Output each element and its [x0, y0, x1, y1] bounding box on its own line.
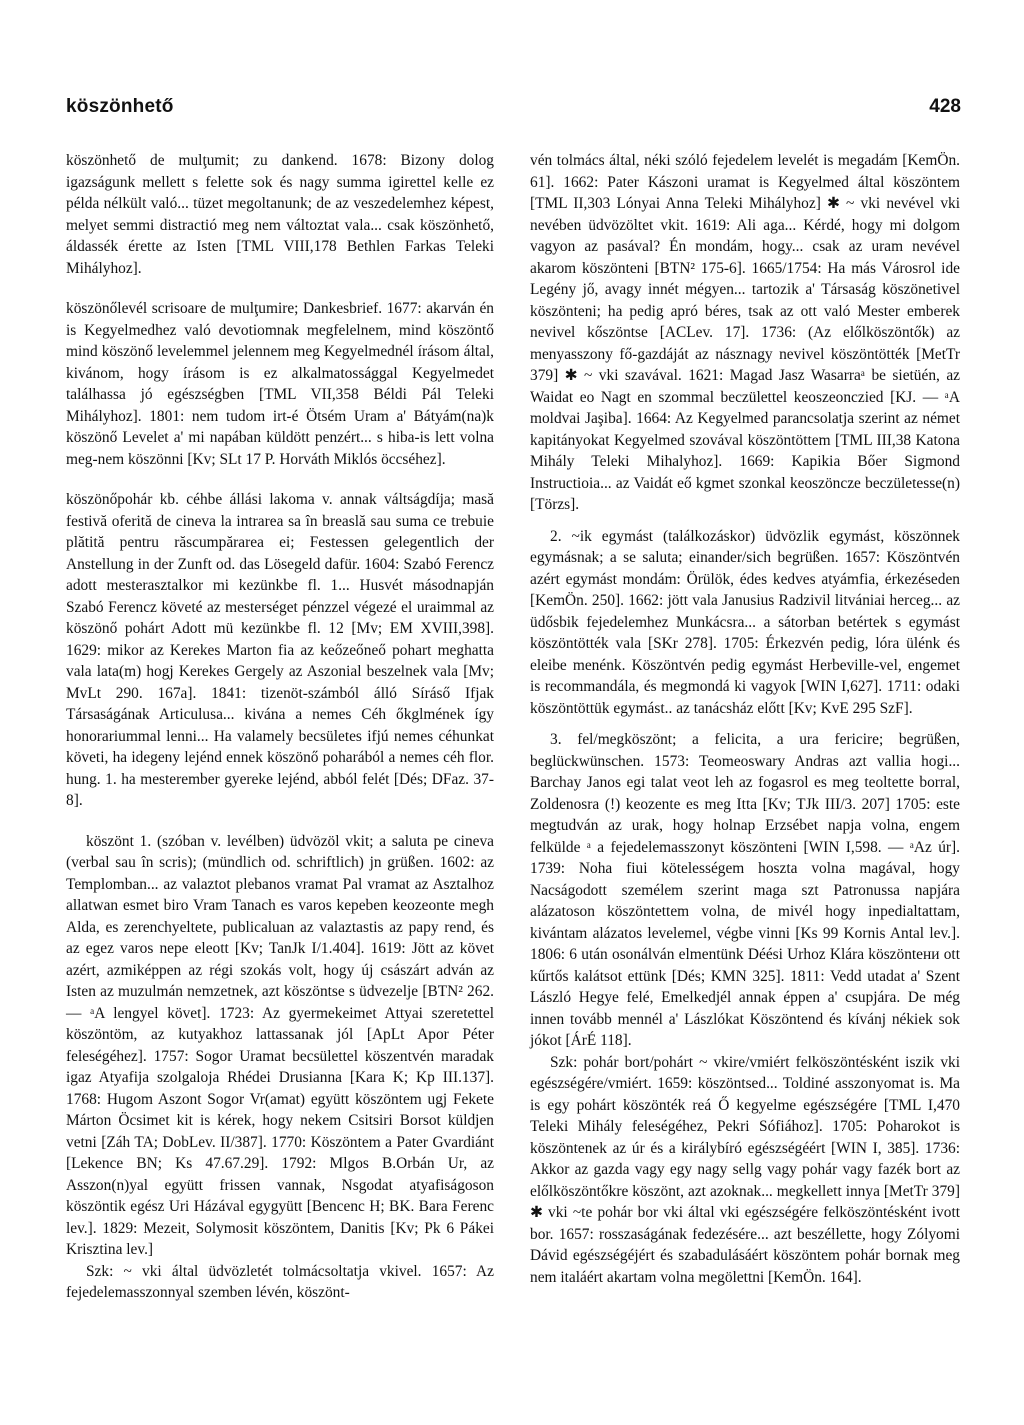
- right-column: [530, 150, 960, 1288]
- entry-koszont-phrase-1: Szk: ~ vki által üdvözletét tolmácsoltatja vkivel. 1657: Az fejedelemasszonnyal szemben lévén, köszönt-: [66, 1262, 494, 1301]
- entry-koszonopohar: köszönőpohár kb. céhbe állási lakoma v. annak váltságdíja; masă festivă oferită de cineva la intrarea sa în breaslă sau suma ce trebuie plătită pentru răscumpărarea ei; Festessen gelegentlich der Anstellung in der Zunft od. das Lösegeld dafür. 1604: Szabó Ferencz adott mesterasztalkor mi kezünkbe fl. 1... Husvét másodnapján Szabó Ferencz követé az mesterséget pénzzel végezé el uraimmal az köszönő pohárt Adott mü kezünkbe fl. 12 [Mv; EM XVIII,398]. 1629: mikor az Kerekes Marton fia az keőzeőneő pohart meghatta vala lata(m) hogj Kerekes Gergely az Aszonial beszelnek vala [Mv; MvLt 290. 167a]. 1841: tizenöt-számból álló Síráső Ifjak Társaságának Articulusa... kivána a nemes Céh őkglmének így honorariummal lenni... Ha valamely becsületes ifjú nemes céhunkat követi, ha idegeny lejénd ennek köszönő poharából a nemes céh flor. hung. 1. ha mesterember gyereke lejénd, abból felét [Dés; DFaz. 37-8].: [66, 491, 494, 809]
- left-column: [66, 150, 494, 1304]
- entry-koszonolevel: köszönőlevél scrisoare de mulţumire; Dankesbrief. 1677: akarván én is Kegyelmedhez való devotiomnak megfelelnem, mind köszöntő mind köszönő levelemmel jelennem meg Kegyelmednél írásom által, kivánom, hogy írásom is ez alkalmatossággal Kegyelmedet találhassa jó egészségben [TML VII,358 Béldi Pál Teleki Mihályhoz]. 1801: nem tudom irt-é Ötsém Uram a' Bátyám(na)k köszönő Levelet a' mi napában küldött penzért... s hiba-is lett volna meg-nem köszönni [Kv; SLt 17 P. Horváth Miklós öccséhez].: [66, 300, 494, 468]
- running-head: [66, 96, 961, 126]
- entry-koszont-sense-1: köszönt 1. (szóban v. levélben) üdvözöl vkit; a saluta pe cineva (verbal sau în scris); (mündlich od. schriftlich) jn grüßen. 1602: az Templomban... az valaztot plebanos vramat Pal vramat az Asztalhoz allatwan esmet biro Vram Tanach es varos kepeben keozeonte megh Alda, es zerenchyeltete, publicaluan az valaztastis az papy rend, és az egez varos nepe eleott [Kv; TanJk I/1.404]. 1619: Jött az követ azért, azmiképpen az régi szokás volt, hogy új császárt adván az Isten az muzulmán nemzetnek, azt köszöntse s üdvezelje [BTN² 262. — ᵃA lengyel követ]. 1723: Az gyermekeimet Attyai szeretettel köszöntöm, az kutyakhoz lattassanak jól [ApLt Apor Péter feleségéhez]. 1757: Sogor Uramat becsülettel köszentvén maradak igaz Atyafija szolgaloja Rhédei Drusianna [Kara K; Kp III.137]. 1768: Hugom Aszont Sogor Vr(amat) együtt köszöntem ugj Fekete Márton Öcsimet kit is kérek, hogy nekem Csitsiri Borsot küldjen vetni [Záh TA; DobLev. II/387]. 1770: Köszöntem a Pater Gvardiánt [Lekence BN; Ks 47.67.29]. 1792: Mlgos B.Orbán Ur, az Asszon(n)yal együtt frissen vannak, Nsgodat atyafiságoson köszöntik egész Uri Házával egygyütt [Bencenc H; BK. Bara Ferenc lev.]. 1829: Mezeit, Solymosit köszöntem, Danitis [Kv; Pk 6 Pákei Krisztina lev.]: [66, 832, 494, 1258]
- entry-koszont-sense-3: 3. fel/megköszönt; a felicita, a ura fericire; begrüßen, beglückwünschen. 1573: Teomeoswary Andras azt vallia hogi... Barchay Janos egi talat veot leh az fogasrol es meg teoltette borral, Zoldenosra (!) keozente es meg Itta [Kv; TJk III/3. 207] 1705: este megtudván az urak, hogy holnap Erzsébet napja volna, engem felkülde ᵃ a fejedelemasszonyt köszönteni [WIN I,598. — ᵃAz úr]. 1739: Noha fiui kötelességem hoszta volna magával, hogy Nacságodott személem szerint maga szt Patronussa napjára alázatoson köszöntettem volna, de mivél hogy inpedialtattam, kivántam alázatos levelemel, végbe vinni [Ks 99 Kornis Antal lev.]. 1806: 6 után osonálván elmentünk Déési Urhoz Klára köszöntени ott kűrtős kalátsot ettünk [Dés; KMN 325]. 1811: Vedd utadat a' Szent László Hegye felé, Emelkedjél annak éppen a' csupjára. De még innen tovább mennél a' Lászlókat Köszöntend és kívánj nékiek sok jókot [ÁrÉ 118].: [530, 731, 960, 1049]
- entry-koszont-sense-2: 2. ~ik egymást (találkozáskor) üdvözlik egymást, köszönnek egymásnak; a se saluta; einander/sich begrüßen. 1657: Köszöntvén azért egymást mondám: Örülök, édes kedves atyámfia, érkezéseden [KemÖn. 250]. 1662: jött vala Janusius Radzivil litvániai herceg... az üdősbik fejedelemhez Munkácsra... a sátorban betértek s egymást köszöntötték vala [SKr 278]. 1705: Érkezvén pedig, lóra ülénk és eleibe menénk. Köszöntvén pedig egymást Herbeville-vel, engemet is recommandála, és megmondá ki vagyok [WIN I,627]. 1711: odaki köszöntöttük egymást.. az tanácsház előtt [Kv; KvE 295 SzF].: [530, 527, 960, 717]
- running-headword: köszönhető: [66, 96, 174, 117]
- entry-koszont-continued: vén tolmács által, néki szóló fejedelem levelét is megadám [KemÖn. 61]. 1662: Pater Kászoni uramat is Kegyelmed által köszöntem [TML II,303 Lónyai Anna Teleki Mihályhoz] ✱ ~ vki nevével vki nevében üdvözöltet vkit. 1619: Ali aga... Kérdé, hogy mi dolgom vagyon az pasával? Én mondám, hogy... csak az uram nevével akarom köszönteni [BTN² 175-6]. 1665/1754: Ha más Városrol ide Legény jő, avagy innét mégyen... tartozik a' Társaság köszönetivel köszönteni; ha pedig apró béres, tsak az ott való Mester emberek nevivel kőszöntse [ACLev. 17]. 1736: (Az előlköszöntők) az menyasszony fő-gazdáját az násznagy nevivel köszöntötték [MetTr 379] ✱ ~ vki szavával. 1621: Magad Jasz Wasarraᵃ be sietüén, az Waidat eo Nagt en szommal beczülettel keoszeonczied [KJ. — ᵃA moldvai Jaşiba]. 1664: Az Kegyelmed parancsolatja szerint az német kapitányokat Kegyelmed szovával köszöntöttem [TML III,38 Katona Mihály Teleki Mihalyhoz]. 1669: Kapikia Bőer Sigmond Instructioia... az Vaidát eő kgmet szonkal keoszöncze beczületesse(n) [Törzs].: [530, 152, 960, 513]
- entry-koszonheto: köszönhető de mulţumit; zu dankend. 1678: Bizony dolog igazságunk mellett s felette sok és nagy summa igirettel kelle ez példa nélkült való... tüzet megoltanunk; de az veszedelemhez képest, melyet semmi distractió meg nem változtat vala... csak köszönhető, áldassék érette az Isten [TML VIII,178 Bethlen Farkas Teleki Mihályhoz].: [66, 152, 494, 277]
- page-number: 428: [929, 96, 961, 117]
- entry-koszont-phrase-2: Szk: pohár bort/pohárt ~ vkire/vmiért felköszöntésként iszik vki egészségére/vmiért. 1659: köszöntsed... Toldiné asszonyomat is. Ma is egy pohárt köszönték reá Ő kegyelme egészségére [TML I,470 Teleki Mihály feleségéhez, Pekri Sófiához]. 1705: Poharokot is köszöntenek az úr és a királybíró egészségéért [WIN I, 385]. 1736: Akkor az gazda vagy egy nagy sellg vagy pohár vagy fazék bort az előlköszöntőkre köszönt, azt azoknak... megkellett innya [MetTr 379] ✱ vki ~te pohár bor vki által vki egészségére felköszöntésként ivott bor. 1657: rosszaságának fedezésére... azt beszéllette, hogy Zólyomi Dávid egészségéjért és szabadulásáért köszöntem pohár bornak meg nem italáért akartam volna megölettni [KemÖn. 164].: [530, 1053, 960, 1286]
